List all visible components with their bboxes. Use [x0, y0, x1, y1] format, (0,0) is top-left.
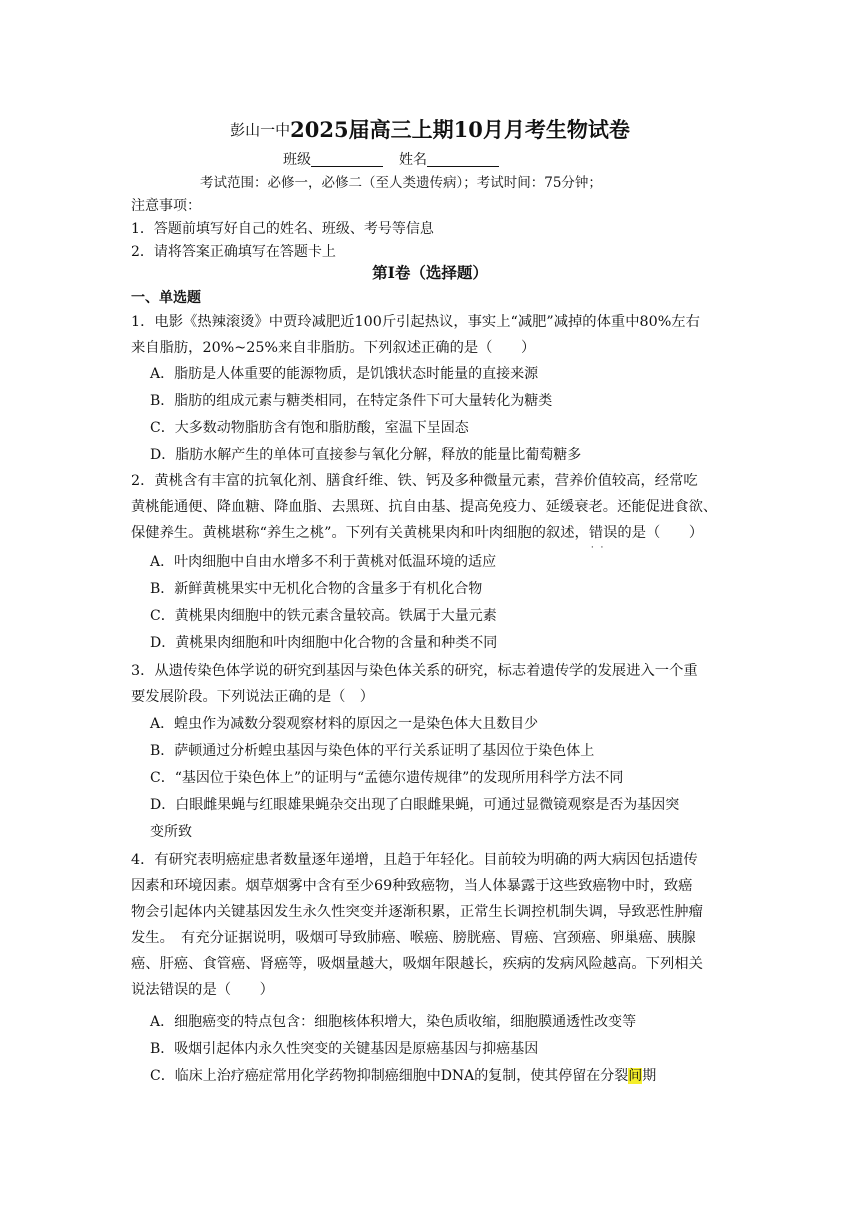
question-4-text: 发生。 有充分证据说明，吸烟可导致肺癌、喉癌、膀胱癌、胃癌、宫颈癌、卵巢癌、胰腺 — [131, 930, 696, 946]
question-4-option-c-text: C．临床上治疗癌症常用化学药物抑制癌细胞中DNA的复制，使其停留在分裂 — [150, 1068, 629, 1084]
question-2-text: 2．黄桃含有丰富的抗氧化剂、膳食纤维、铁、钙及多种微量元素，营养价值较高，经常吃 — [131, 473, 698, 489]
class-label: 班级 — [283, 152, 311, 168]
question-3-option-b: B．萨顿通过分析蝗虫基因与染色体的平行关系证明了基因位于染色体上 — [150, 743, 595, 759]
school-name: 彭山一中 — [230, 121, 291, 139]
question-1-option-b: B．脂肪的组成元素与糖类相同，在特定条件下可大量转化为糖类 — [150, 393, 553, 409]
student-info-row — [283, 150, 499, 170]
question-2-option-d: D．黄桃果肉细胞和叶肉细胞中化合物的含量和种类不同 — [150, 635, 498, 651]
question-4-option-a: A．细胞癌变的特点包含：细胞核体积增大，染色质收缩，细胞膜通透性改变等 — [150, 1014, 637, 1030]
question-4-option-c — [150, 1066, 656, 1086]
question-4-text: 因素和环境因素。烟草烟雾中含有至少69种致癌物，当人体暴露于这些致癌物中时，致癌 — [131, 878, 693, 894]
note-item: 1．答题前填写好自己的姓名、班级、考号等信息 — [131, 221, 434, 237]
question-1-option-a: A．脂肪是人体重要的能源物质，是饥饿状态时能量的直接来源 — [150, 366, 539, 382]
exam-title-text: 2025届高三上期10月月考生物试卷 — [290, 117, 630, 142]
question-4-text: 4．有研究表明癌症患者数量逐年递增，且趋于年轻化。目前较为明确的两大病因包括遗传 — [131, 852, 698, 868]
question-4-text: 物会引起体内关键基因发生永久性突变并逐渐积累，正常生长调控机制失调，导致恶性肿瘤 — [131, 904, 703, 920]
question-1-option-d: D．脂肪水解产生的单体可直接参与氧化分解，释放的能量比葡萄糖多 — [150, 447, 582, 463]
exam-title — [0, 114, 860, 144]
question-2-option-c: C．黄桃果肉细胞中的铁元素含量较高。铁属于大量元素 — [150, 608, 497, 624]
question-3-option-d: D．白眼雌果蝇与红眼雄果蝇杂交出现了白眼雌果蝇，可通过显微镜观察是否为基因突 — [150, 797, 680, 813]
question-1-text: 来自脂肪，20%~25%来自非脂肪。下列叙述正确的是（ ） — [131, 340, 536, 356]
emphasis-word: 错误 · · — [589, 525, 618, 541]
question-4-text: 说法错误的是（ ） — [131, 982, 274, 998]
question-2-text-last — [131, 523, 731, 543]
question-2-text: 黄桃能通便、降血糖、降血脂、去黑斑、抗自由基、提高免疫力、延缓衰老。还能促进食欲、 — [131, 499, 718, 515]
exam-info: 考试范围：必修一，必修二（至人类遗传病）；考试时间：75分钟； — [200, 175, 602, 191]
notes-heading: 注意事项： — [131, 198, 201, 214]
question-4-text: 癌、肝癌、食管癌、肾癌等，吸烟量越大，吸烟年限越长，疾病的发病风险越高。下列相关 — [131, 956, 703, 972]
name-label: 姓名 — [399, 152, 427, 168]
part-title: 一、单选题 — [131, 290, 201, 306]
question-4-option-c-end: 期 — [642, 1068, 657, 1084]
question-3-option-a: A．蝗虫作为减数分裂观察材料的原因之一是染色体大且数目少 — [150, 716, 539, 732]
class-blank — [311, 150, 383, 167]
question-3-text: 要发展阶段。下列说法正确的是（ ） — [131, 689, 375, 705]
highlighted-text: 间 — [628, 1068, 643, 1084]
question-3-option-d-continuation: 变所致 — [150, 824, 192, 840]
question-2-option-b: B．新鲜黄桃果实中无机化合物的含量多于有机化合物 — [150, 581, 483, 597]
question-3-text: 3．从遗传染色体学说的研究到基因与染色体关系的研究，标志着遗传学的发展进入一个重 — [131, 663, 698, 679]
question-2-text: 保健养生。黄桃堪称“养生之桃”。下列有关黄桃果肉和叶肉细胞的叙述， — [131, 525, 589, 541]
question-3-option-c: C．“基因位于染色体上”的证明与“孟德尔遗传规律”的发现所用科学方法不同 — [150, 770, 624, 786]
volume-title: 第I卷（选择题） — [372, 263, 488, 282]
question-4-option-b: B．吸烟引起体内永久性突变的关键基因是原癌基因与抑癌基因 — [150, 1041, 539, 1057]
question-2-option-a: A．叶肉细胞中自由水增多不利于黄桃对低温环境的适应 — [150, 554, 497, 570]
question-1-text: 1．电影《热辣滚烫》中贾玲减肥近100斤引起热议，事实上“减肥”减掉的体重中80%左右 — [131, 314, 700, 330]
note-item: 2．请将答案正确填写在答题卡上 — [131, 244, 336, 260]
question-1-option-c: C．大多数动物脂肪含有饱和脂肪酸，室温下呈固态 — [150, 420, 469, 436]
name-blank — [427, 150, 499, 167]
question-2-tail: 的是（ ） — [617, 525, 704, 541]
